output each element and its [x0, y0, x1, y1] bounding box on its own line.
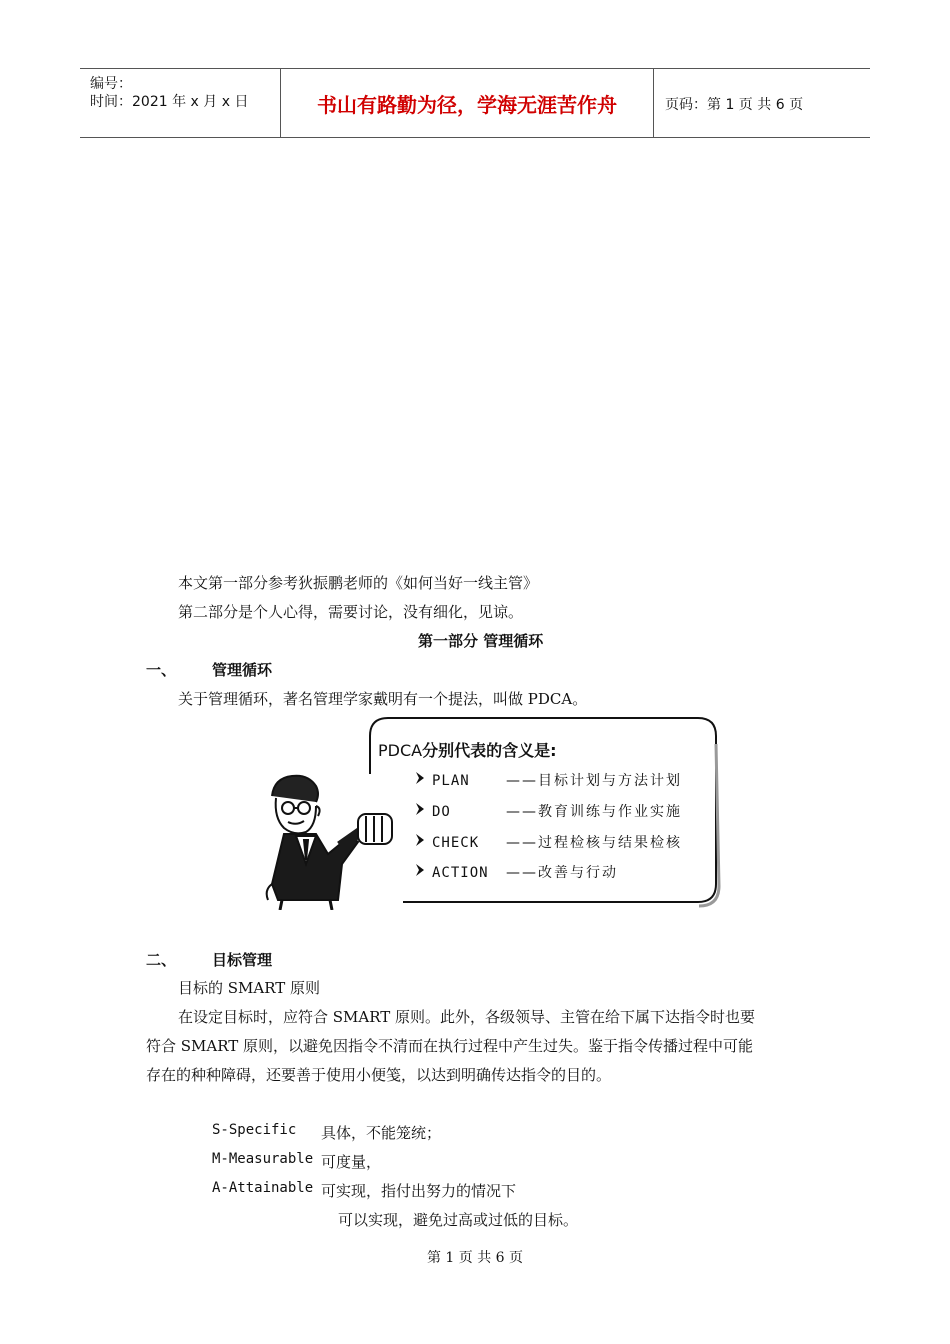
- pdca-title-prefix: PDCA: [378, 741, 423, 760]
- pdca-bubble-title: [378, 738, 557, 761]
- pdca-key: DO: [432, 804, 451, 820]
- smart-desc-a: 可实现，指付出努力的情况下: [321, 1182, 517, 1200]
- section1-number: 一、: [146, 661, 177, 679]
- page-footer: 第 1 页 共 6 页: [426, 1250, 524, 1266]
- pdca-title-rest: 分别代表的含义是:: [422, 741, 557, 760]
- section2-para-line-2: 符合 SMART 原则，以避免因指令不清而在执行过程中产生过失。鉴于指令传播过程中可能: [146, 1037, 754, 1055]
- pdca-key: PLAN: [432, 773, 470, 789]
- part1-title: 第一部分 管理循环: [418, 632, 544, 650]
- pdca-key: ACTION: [432, 865, 489, 881]
- section2-para-line-3: 存在的种种障碍，还要善于使用小便笺，以达到明确传达指令的目的。: [146, 1066, 612, 1084]
- pdca-row-check: [414, 832, 682, 852]
- section1-title: 管理循环: [212, 661, 273, 679]
- pdca-value: ——目标计划与方法计划: [506, 773, 682, 789]
- section2-number: 二、: [146, 951, 177, 969]
- pdca-value: ——教育训练与作业实施: [506, 804, 682, 820]
- intro-line-1: 本文第一部分参考狄振鹏老师的《如何当好一线主管》: [178, 574, 539, 592]
- pdca-value: ——改善与行动: [506, 865, 618, 881]
- document-header: [80, 68, 870, 138]
- smart-key-m: M-Measurable: [212, 1151, 314, 1167]
- number-label: 编号：: [90, 76, 132, 92]
- section2-subtitle: 目标的 SMART 原则: [178, 979, 321, 997]
- smart-desc-m: 可度量，: [321, 1153, 382, 1171]
- smart-continuation: 可以实现，避免过高或过低的目标。: [338, 1211, 579, 1229]
- intro-line-2: 第二部分是个人心得，需要讨论，没有细化，见谅。: [178, 603, 524, 621]
- header-motto: 书山有路勤为径，学海无涯苦作舟: [317, 92, 617, 117]
- smart-key-s: S-Specific: [212, 1122, 297, 1138]
- header-meta-cell: [80, 69, 280, 137]
- section1-text: 关于管理循环，著名管理学家戴明有一个提法，叫做 PDCA。: [178, 690, 588, 708]
- pdca-key: CHECK: [432, 835, 480, 851]
- header-divider: [653, 69, 654, 137]
- pdca-value: ——过程检核与结果检核: [506, 835, 682, 851]
- header-page-info: 页码：第 1 页 共 6 页: [665, 97, 804, 113]
- smart-key-a: A-Attainable: [212, 1180, 314, 1196]
- section2-para-line-1: 在设定目标时，应符合 SMART 原则。此外，各级领导、主管在给下属下达指令时也要: [178, 1008, 756, 1026]
- pdca-row-action: [414, 862, 618, 882]
- section2-title: 目标管理: [212, 951, 273, 969]
- smart-desc-s: 具体，不能笼统；: [321, 1124, 442, 1142]
- pdca-row-do: [414, 801, 682, 821]
- pdca-figure: [258, 714, 722, 910]
- cartoon-manager: [267, 776, 392, 910]
- time-label: 时间：2021 年 x 月 x 日: [90, 94, 249, 110]
- pdca-row-plan: [414, 770, 682, 790]
